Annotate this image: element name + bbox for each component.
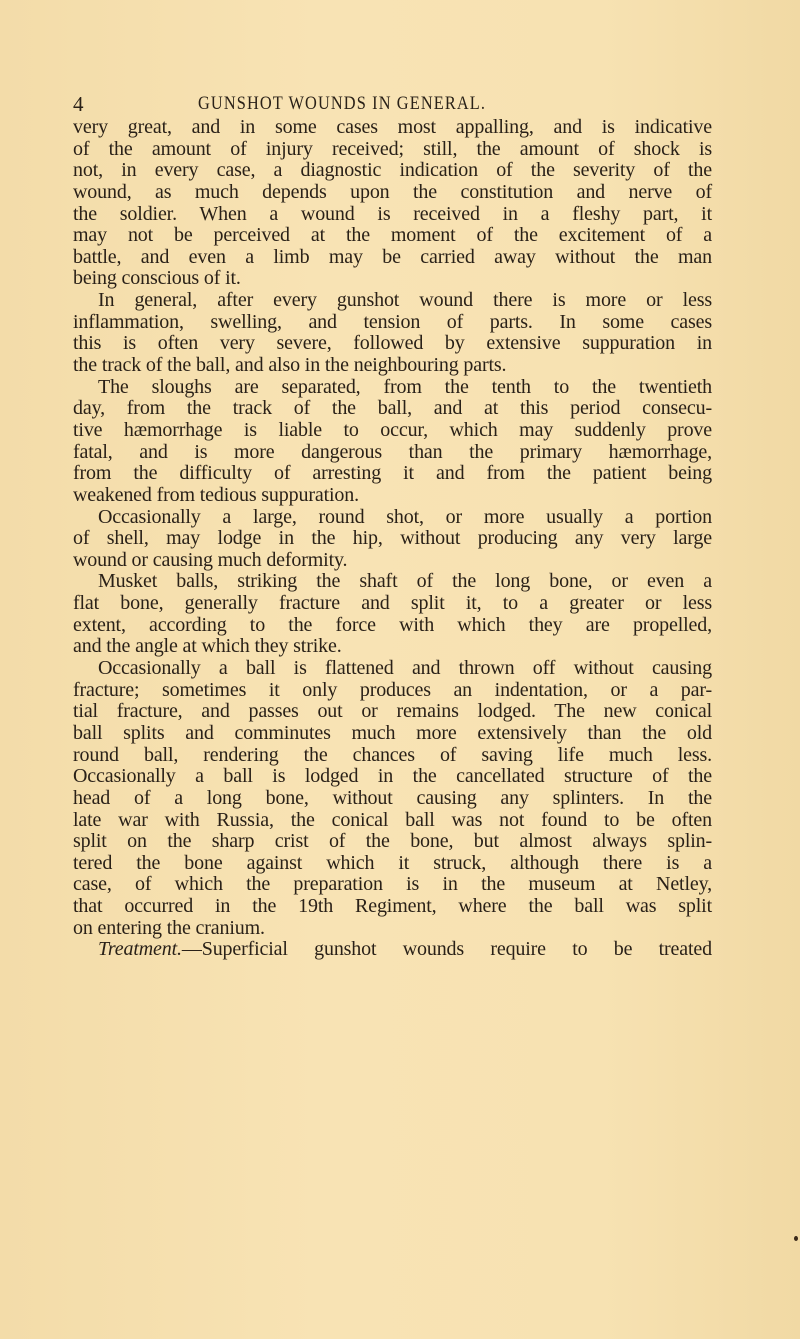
text-line: late war with Russia, the conical ball was not found to be often xyxy=(73,808,712,831)
text-line: wound or causing much deformity. xyxy=(73,548,348,571)
treatment-line xyxy=(73,939,712,961)
running-title: GUNSHOT WOUNDS IN GENERAL. xyxy=(198,93,487,114)
text-line: fracture; sometimes it only produces an indentation, or a par- xyxy=(73,678,712,701)
text-line: wound, as much depends upon the constitution and nerve of xyxy=(73,180,712,203)
text-line: round ball, rendering the chances of saving life much less. xyxy=(73,743,712,766)
text-line: of shell, may lodge in the hip, without producing any very large xyxy=(73,527,712,550)
text-line: ball splits and comminutes much more extensively than the old xyxy=(73,721,712,744)
paragraph-start-line: Occasionally a large, round shot, or more usually a portion xyxy=(98,505,712,528)
page-number: 4 xyxy=(73,92,84,116)
text-line: Occasionally a ball is lodged in the cancellated structure of the xyxy=(73,765,712,788)
text-line: head of a long bone, without causing any splinters. In the xyxy=(73,786,712,809)
body-text xyxy=(73,117,712,961)
text-line: flat bone, generally fracture and split it, to a greater or less xyxy=(73,592,712,615)
text-line: very great, and in some cases most appalling, and is indicative xyxy=(73,116,712,138)
text-line: inflammation, swelling, and tension of parts. In some cases xyxy=(73,310,712,333)
text-line: day, from the track of the ball, and at this period consecu- xyxy=(73,397,712,420)
paragraph-start-line: The sloughs are separated, from the tenth to the twentieth xyxy=(98,375,712,398)
text-line: and the angle at which they strike. xyxy=(73,635,342,658)
text-line: from the difficulty of arresting it and from the patient being xyxy=(73,462,712,485)
text-line: not, in every case, a diagnostic indication of the severity of the xyxy=(73,159,712,182)
paragraph-start-line: Musket balls, striking the shaft of the long bone, or even a xyxy=(98,570,712,593)
text-line: on entering the cranium. xyxy=(73,916,265,939)
page-header xyxy=(73,92,713,118)
text-line: split on the sharp crist of the bone, but almost always splin- xyxy=(73,830,712,853)
text-line: weakened from tedious suppuration. xyxy=(73,483,359,506)
text-line: tive hæmorrhage is liable to occur, which may suddenly prove xyxy=(73,418,712,441)
text-line: the soldier. When a wound is received in a fleshy part, it xyxy=(73,202,712,225)
text-line: may not be perceived at the moment of the excitement of a xyxy=(73,224,712,247)
paragraph-start-line: Occasionally a ball is flattened and thrown off without causing xyxy=(98,657,712,680)
text-line: tial fracture, and passes out or remains lodged. The new conical xyxy=(73,700,712,723)
paper-blemish xyxy=(794,1236,798,1241)
paragraph-start-line: In general, after every gunshot wound there is more or less xyxy=(98,289,712,312)
text-line: case, of which the preparation is in the museum at Netley, xyxy=(73,873,712,896)
treatment-text: —Superficial gunshot wounds require to be treated xyxy=(181,938,712,961)
text-line: of the amount of injury received; still, the amount of shock is xyxy=(73,137,712,160)
text-line: that occurred in the 19th Regiment, where the ball was split xyxy=(73,895,712,918)
text-line: the track of the ball, and also in the neighbouring parts. xyxy=(73,354,507,377)
text-line: extent, according to the force with which they are propelled, xyxy=(73,613,712,636)
text-line: fatal, and is more dangerous than the primary hæmorrhage, xyxy=(73,440,712,463)
text-line: tered the bone against which it struck, although there is a xyxy=(73,851,712,874)
text-line: being conscious of it. xyxy=(73,267,241,290)
treatment-heading: Treatment. xyxy=(98,938,182,961)
text-line: battle, and even a limb may be carried away without the man xyxy=(73,245,712,268)
text-line: this is often very severe, followed by extensive suppuration in xyxy=(73,332,712,355)
